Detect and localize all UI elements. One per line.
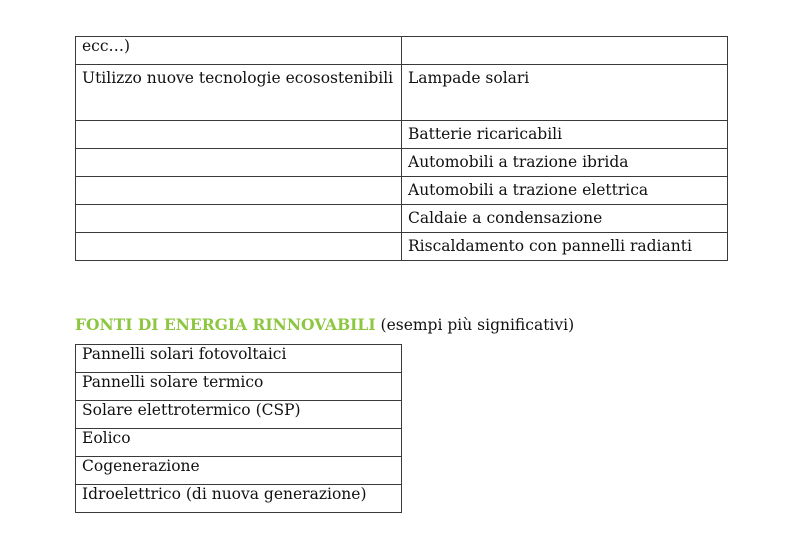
table-cell: ecc…) — [76, 37, 402, 65]
table-row — [76, 401, 402, 429]
table-row — [76, 485, 402, 513]
renewable-sources-table — [75, 344, 402, 513]
eco-technologies-table — [75, 36, 728, 261]
table-cell — [76, 177, 402, 205]
section-heading — [75, 314, 574, 336]
table-cell — [402, 37, 728, 65]
table-cell: Utilizzo nuove tecnologie ecosostenibili — [76, 65, 402, 121]
table-cell: Caldaie a condensazione — [402, 205, 728, 233]
table-row — [76, 149, 728, 177]
table-row — [76, 37, 728, 65]
table-cell: Riscaldamento con pannelli radianti — [402, 233, 728, 261]
table-row — [76, 233, 728, 261]
table-row — [76, 429, 402, 457]
table-cell — [76, 205, 402, 233]
section-subtitle: (esempi più significativi) — [380, 316, 575, 334]
table-row — [76, 457, 402, 485]
table-cell: Automobili a trazione elettrica — [402, 177, 728, 205]
table-row — [76, 345, 402, 373]
table-cell: Pannelli solare termico — [76, 373, 402, 401]
table-row — [76, 205, 728, 233]
table-row — [76, 177, 728, 205]
section-title: FONTI DI ENERGIA RINNOVABILI — [75, 315, 376, 334]
table-cell: Automobili a trazione ibrida — [402, 149, 728, 177]
table-row — [76, 121, 728, 149]
table-cell — [76, 149, 402, 177]
table-cell: Pannelli solari fotovoltaici — [76, 345, 402, 373]
table-cell: Idroelettrico (di nuova generazione) — [76, 485, 402, 513]
table-cell: Cogenerazione — [76, 457, 402, 485]
table-cell: Lampade solari — [402, 65, 728, 121]
table-cell: Batterie ricaricabili — [402, 121, 728, 149]
table-cell: Eolico — [76, 429, 402, 457]
table-cell: Solare elettrotermico (CSP) — [76, 401, 402, 429]
table-cell — [76, 121, 402, 149]
table-cell — [76, 233, 402, 261]
table-row — [76, 373, 402, 401]
table-row — [76, 65, 728, 121]
